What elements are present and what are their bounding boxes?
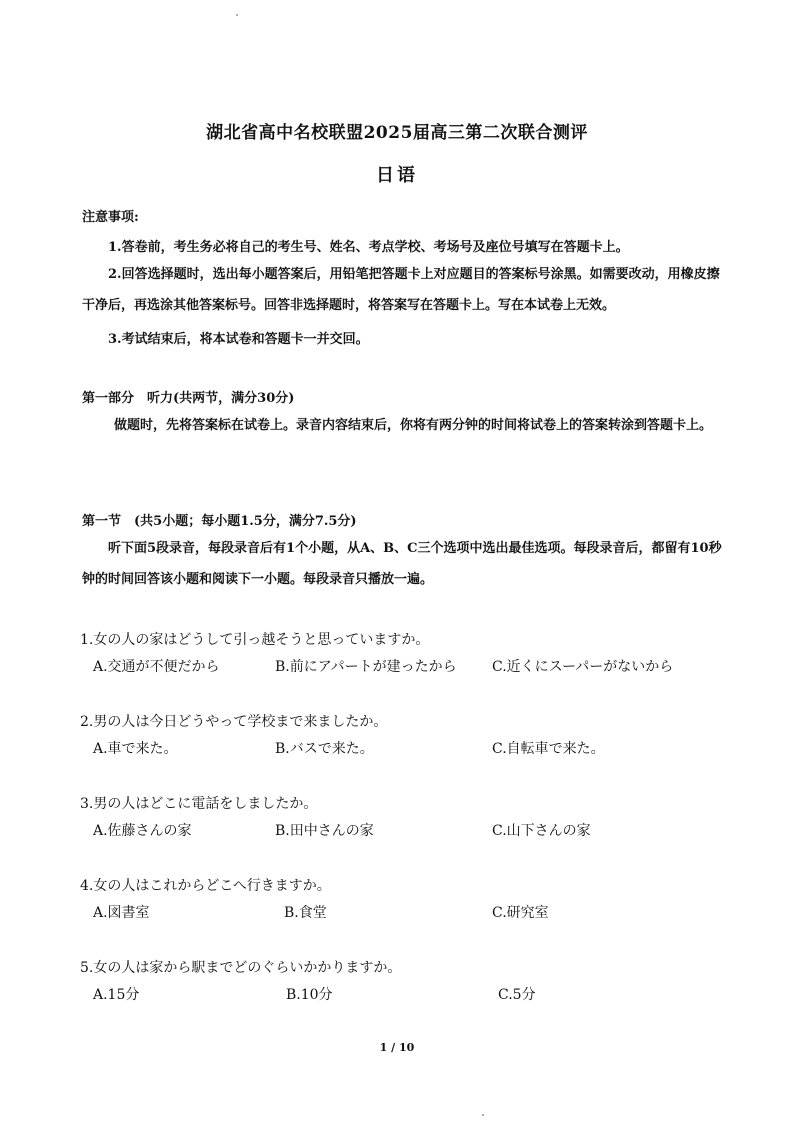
option-b: B.10分: [286, 987, 333, 1003]
option-b: B.バスで来た。: [275, 741, 374, 757]
scan-mark: [482, 1114, 484, 1116]
note-item: 2.回答选择题时，选出每小题答案后，用铅笔把答题卡上对应题目的答案标号涂黑。如需要改动，用橡皮擦干净后，再选涂其他答案标号。回答非选择题时，将答案写在答题卡上。写在本试卷上无效。: [82, 267, 720, 313]
notes-heading: 注意事项:: [82, 210, 139, 225]
section1-instruction: 听下面5段录音，每段录音后有1个小题，从A、B、C三个选项中选出最佳选项。每段录音后，都留有10秒钟的时间回答该小题和阅读下一小题。每段录音只播放一遍。: [82, 541, 722, 587]
option-b: B.前にアパートが建ったから: [275, 659, 457, 675]
page-number: 1 / 10: [379, 1041, 415, 1054]
option-b: B.田中さんの家: [275, 823, 374, 839]
option-c: C.近くにスーパーがないから: [492, 659, 674, 675]
option-a: A.交通が不便だから: [93, 659, 220, 675]
scan-mark: [236, 14, 238, 16]
option-a: A.図書室: [93, 905, 150, 921]
part1-heading: 第一部分 听力(共两节，满分30分): [82, 391, 295, 406]
question-stem: 3.男の人はどこに電話をしましたか。: [80, 796, 318, 812]
note-item: 3.考试结束后，将本试卷和答题卡一并交回。: [108, 332, 369, 347]
option-a: A.15分: [93, 987, 140, 1003]
option-a: A.佐藤さんの家: [93, 823, 192, 839]
option-a: A.車で来た。: [93, 741, 178, 757]
note-item: 1.答卷前，考生务必将自己的考生号、姓名、考点学校、考场号及座位号填写在答题卡上。: [108, 240, 629, 255]
option-b: B.食堂: [284, 905, 327, 921]
option-c: C.5分: [498, 987, 536, 1003]
option-c: C.山下さんの家: [492, 823, 591, 839]
subject-title: 日语: [376, 165, 418, 186]
exam-title: 湖北省高中名校联盟2025届高三第二次联合测评: [206, 123, 588, 143]
part1-instruction: 做题时，先将答案标在试卷上。录音内容结束后，你将有两分钟的时间将试卷上的答案转涂到答题卡上。: [114, 418, 713, 433]
option-c: C.研究室: [492, 905, 549, 921]
question-stem: 1.女の人の家はどうして引っ越そうと思っていますか。: [80, 632, 430, 648]
question-stem: 5.女の人は家から駅までどのぐらいかかりますか。: [80, 960, 402, 976]
option-c: C.自転車で来た。: [492, 741, 605, 757]
section1-heading: 第一节 (共5小题；每小题1.5分，满分7.5分): [82, 514, 357, 529]
question-stem: 2.男の人は今日どうやって学校まで来ましたか。: [80, 714, 388, 730]
question-stem: 4.女の人はこれからどこへ行きますか。: [80, 878, 331, 894]
